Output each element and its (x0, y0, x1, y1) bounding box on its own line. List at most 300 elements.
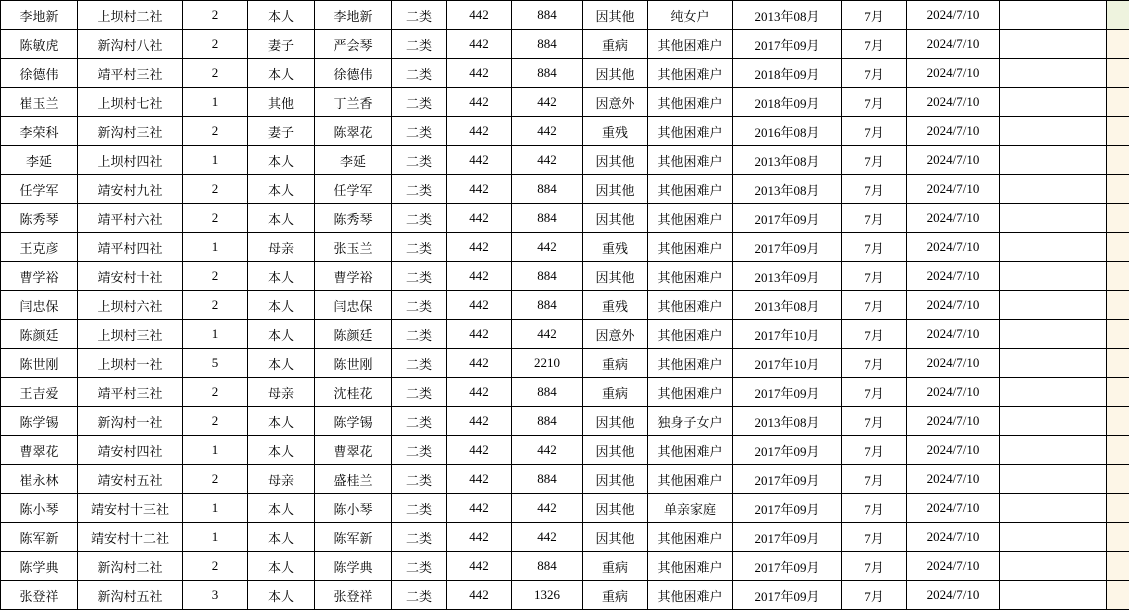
cell-person-count[interactable]: 1 (183, 233, 248, 262)
cell-householder[interactable]: 严会琴 (315, 30, 392, 59)
cell-address[interactable]: 靖平村三社 (78, 378, 183, 407)
cell-approval-date[interactable]: 2017年09月 (733, 378, 842, 407)
cell-reason[interactable]: 重病 (583, 30, 648, 59)
table-row[interactable] (1, 117, 1129, 146)
cell-amount[interactable]: 442 (512, 88, 583, 117)
cell-note[interactable] (1000, 320, 1107, 349)
cell-amount[interactable]: 442 (512, 494, 583, 523)
cell-name[interactable]: 陈世刚 (1, 349, 78, 378)
cell-note[interactable] (1000, 30, 1107, 59)
cell-approval-date[interactable]: 2017年09月 (733, 30, 842, 59)
cell-householder[interactable]: 陈翠花 (315, 117, 392, 146)
cell-family-type[interactable]: 其他困难户 (648, 175, 733, 204)
cell-name[interactable]: 崔永林 (1, 465, 78, 494)
cell-householder[interactable]: 陈军新 (315, 523, 392, 552)
cell-approval-date[interactable]: 2013年08月 (733, 291, 842, 320)
cell-family-type[interactable]: 其他困难户 (648, 88, 733, 117)
cell-householder[interactable]: 陈秀琴 (315, 204, 392, 233)
cell-extra[interactable] (1107, 262, 1129, 291)
cell-extra[interactable] (1107, 523, 1129, 552)
cell-person-count[interactable]: 2 (183, 465, 248, 494)
cell-address[interactable]: 上坝村一社 (78, 349, 183, 378)
cell-category[interactable]: 二类 (392, 523, 447, 552)
cell-amount[interactable]: 884 (512, 262, 583, 291)
cell-amount[interactable]: 442 (512, 320, 583, 349)
cell-extra[interactable] (1107, 494, 1129, 523)
cell-category[interactable]: 二类 (392, 262, 447, 291)
cell-amount[interactable]: 1326 (512, 581, 583, 610)
cell-month[interactable]: 7月 (842, 1, 907, 30)
cell-approval-date[interactable]: 2017年09月 (733, 204, 842, 233)
cell-amount[interactable]: 884 (512, 30, 583, 59)
cell-address[interactable]: 上坝村三社 (78, 320, 183, 349)
cell-extra[interactable] (1107, 378, 1129, 407)
cell-extra[interactable] (1107, 407, 1129, 436)
cell-month[interactable]: 7月 (842, 407, 907, 436)
cell-name[interactable]: 陈学典 (1, 552, 78, 581)
cell-standard[interactable]: 442 (447, 378, 512, 407)
cell-category[interactable]: 二类 (392, 436, 447, 465)
cell-person-count[interactable]: 2 (183, 262, 248, 291)
cell-issue-date[interactable]: 2024/7/10 (907, 320, 1000, 349)
table-row[interactable] (1, 146, 1129, 175)
cell-standard[interactable]: 442 (447, 552, 512, 581)
cell-address[interactable]: 新沟村一社 (78, 407, 183, 436)
cell-person-count[interactable]: 3 (183, 581, 248, 610)
cell-relation[interactable]: 本人 (248, 436, 315, 465)
cell-issue-date[interactable]: 2024/7/10 (907, 204, 1000, 233)
cell-issue-date[interactable]: 2024/7/10 (907, 146, 1000, 175)
cell-note[interactable] (1000, 494, 1107, 523)
cell-amount[interactable]: 884 (512, 291, 583, 320)
cell-issue-date[interactable]: 2024/7/10 (907, 407, 1000, 436)
cell-reason[interactable]: 因其他 (583, 465, 648, 494)
cell-issue-date[interactable]: 2024/7/10 (907, 175, 1000, 204)
cell-category[interactable]: 二类 (392, 320, 447, 349)
cell-person-count[interactable]: 2 (183, 117, 248, 146)
cell-standard[interactable]: 442 (447, 320, 512, 349)
table-row[interactable] (1, 465, 1129, 494)
cell-householder[interactable]: 张玉兰 (315, 233, 392, 262)
cell-relation[interactable]: 本人 (248, 291, 315, 320)
cell-category[interactable]: 二类 (392, 581, 447, 610)
cell-standard[interactable]: 442 (447, 349, 512, 378)
cell-family-type[interactable]: 其他困难户 (648, 523, 733, 552)
cell-reason[interactable]: 因意外 (583, 88, 648, 117)
cell-name[interactable]: 陈敏虎 (1, 30, 78, 59)
cell-householder[interactable]: 盛桂兰 (315, 465, 392, 494)
cell-address[interactable]: 上坝村四社 (78, 146, 183, 175)
cell-issue-date[interactable]: 2024/7/10 (907, 581, 1000, 610)
cell-reason[interactable]: 因其他 (583, 407, 648, 436)
cell-note[interactable] (1000, 204, 1107, 233)
cell-reason[interactable]: 重病 (583, 581, 648, 610)
cell-month[interactable]: 7月 (842, 494, 907, 523)
cell-standard[interactable]: 442 (447, 291, 512, 320)
cell-note[interactable] (1000, 291, 1107, 320)
table-row[interactable] (1, 1, 1129, 30)
cell-relation[interactable]: 本人 (248, 146, 315, 175)
cell-householder[interactable]: 陈世刚 (315, 349, 392, 378)
cell-householder[interactable]: 曹翠花 (315, 436, 392, 465)
cell-family-type[interactable]: 其他困难户 (648, 30, 733, 59)
cell-month[interactable]: 7月 (842, 320, 907, 349)
cell-month[interactable]: 7月 (842, 581, 907, 610)
cell-issue-date[interactable]: 2024/7/10 (907, 552, 1000, 581)
cell-note[interactable] (1000, 59, 1107, 88)
cell-approval-date[interactable]: 2017年09月 (733, 494, 842, 523)
cell-reason[interactable]: 因意外 (583, 320, 648, 349)
cell-approval-date[interactable]: 2017年10月 (733, 349, 842, 378)
cell-month[interactable]: 7月 (842, 233, 907, 262)
cell-reason[interactable]: 重病 (583, 552, 648, 581)
cell-amount[interactable]: 884 (512, 175, 583, 204)
cell-month[interactable]: 7月 (842, 436, 907, 465)
cell-amount[interactable]: 2210 (512, 349, 583, 378)
cell-person-count[interactable]: 1 (183, 494, 248, 523)
cell-category[interactable]: 二类 (392, 59, 447, 88)
cell-relation[interactable]: 本人 (248, 320, 315, 349)
table-row[interactable] (1, 523, 1129, 552)
cell-issue-date[interactable]: 2024/7/10 (907, 117, 1000, 146)
table-row[interactable] (1, 233, 1129, 262)
cell-standard[interactable]: 442 (447, 175, 512, 204)
cell-note[interactable] (1000, 436, 1107, 465)
table-row[interactable] (1, 320, 1129, 349)
cell-month[interactable]: 7月 (842, 146, 907, 175)
cell-amount[interactable]: 884 (512, 465, 583, 494)
cell-standard[interactable]: 442 (447, 88, 512, 117)
cell-relation[interactable]: 妻子 (248, 117, 315, 146)
cell-householder[interactable]: 陈颜廷 (315, 320, 392, 349)
cell-relation[interactable]: 本人 (248, 523, 315, 552)
cell-category[interactable]: 二类 (392, 407, 447, 436)
cell-amount[interactable]: 442 (512, 436, 583, 465)
cell-relation[interactable]: 其他 (248, 88, 315, 117)
cell-relation[interactable]: 母亲 (248, 465, 315, 494)
table-row[interactable] (1, 175, 1129, 204)
cell-reason[interactable]: 因其他 (583, 523, 648, 552)
cell-reason[interactable]: 因其他 (583, 175, 648, 204)
cell-standard[interactable]: 442 (447, 117, 512, 146)
cell-issue-date[interactable]: 2024/7/10 (907, 30, 1000, 59)
cell-relation[interactable]: 本人 (248, 204, 315, 233)
cell-approval-date[interactable]: 2017年09月 (733, 233, 842, 262)
table-row[interactable] (1, 204, 1129, 233)
cell-relation[interactable]: 本人 (248, 349, 315, 378)
cell-family-type[interactable]: 其他困难户 (648, 349, 733, 378)
cell-name[interactable]: 李延 (1, 146, 78, 175)
cell-category[interactable]: 二类 (392, 146, 447, 175)
cell-issue-date[interactable]: 2024/7/10 (907, 233, 1000, 262)
cell-standard[interactable]: 442 (447, 407, 512, 436)
cell-approval-date[interactable]: 2013年08月 (733, 146, 842, 175)
cell-extra[interactable] (1107, 204, 1129, 233)
cell-extra[interactable] (1107, 349, 1129, 378)
cell-relation[interactable]: 母亲 (248, 233, 315, 262)
cell-category[interactable]: 二类 (392, 465, 447, 494)
cell-approval-date[interactable]: 2017年09月 (733, 465, 842, 494)
cell-family-type[interactable]: 其他困难户 (648, 117, 733, 146)
table-row[interactable] (1, 436, 1129, 465)
cell-name[interactable]: 陈小琴 (1, 494, 78, 523)
cell-note[interactable] (1000, 349, 1107, 378)
table-row[interactable] (1, 88, 1129, 117)
cell-month[interactable]: 7月 (842, 262, 907, 291)
cell-name[interactable]: 曹翠花 (1, 436, 78, 465)
cell-issue-date[interactable]: 2024/7/10 (907, 494, 1000, 523)
cell-family-type[interactable]: 其他困难户 (648, 146, 733, 175)
cell-family-type[interactable]: 其他困难户 (648, 436, 733, 465)
cell-person-count[interactable]: 1 (183, 88, 248, 117)
cell-reason[interactable]: 重病 (583, 378, 648, 407)
cell-extra[interactable] (1107, 320, 1129, 349)
cell-month[interactable]: 7月 (842, 88, 907, 117)
cell-address[interactable]: 靖平村三社 (78, 59, 183, 88)
cell-extra[interactable] (1107, 552, 1129, 581)
table-row[interactable] (1, 581, 1129, 610)
cell-category[interactable]: 二类 (392, 117, 447, 146)
table-row[interactable] (1, 30, 1129, 59)
cell-reason[interactable]: 因其他 (583, 146, 648, 175)
table-row[interactable] (1, 552, 1129, 581)
cell-category[interactable]: 二类 (392, 349, 447, 378)
cell-relation[interactable]: 本人 (248, 552, 315, 581)
cell-note[interactable] (1000, 1, 1107, 30)
cell-category[interactable]: 二类 (392, 204, 447, 233)
cell-amount[interactable]: 884 (512, 1, 583, 30)
cell-note[interactable] (1000, 407, 1107, 436)
cell-address[interactable]: 靖平村六社 (78, 204, 183, 233)
cell-person-count[interactable]: 2 (183, 378, 248, 407)
cell-name[interactable]: 闫忠保 (1, 291, 78, 320)
cell-note[interactable] (1000, 233, 1107, 262)
cell-issue-date[interactable]: 2024/7/10 (907, 349, 1000, 378)
cell-month[interactable]: 7月 (842, 349, 907, 378)
cell-issue-date[interactable]: 2024/7/10 (907, 88, 1000, 117)
cell-reason[interactable]: 重病 (583, 349, 648, 378)
cell-approval-date[interactable]: 2018年09月 (733, 59, 842, 88)
cell-standard[interactable]: 442 (447, 146, 512, 175)
cell-category[interactable]: 二类 (392, 30, 447, 59)
cell-address[interactable]: 靖安村十二社 (78, 523, 183, 552)
cell-family-type[interactable]: 其他困难户 (648, 581, 733, 610)
cell-householder[interactable]: 任学军 (315, 175, 392, 204)
cell-name[interactable]: 王吉爱 (1, 378, 78, 407)
cell-address[interactable]: 靖安村十三社 (78, 494, 183, 523)
cell-person-count[interactable]: 1 (183, 436, 248, 465)
cell-reason[interactable]: 因其他 (583, 1, 648, 30)
table-row[interactable] (1, 378, 1129, 407)
cell-amount[interactable]: 884 (512, 204, 583, 233)
cell-relation[interactable]: 母亲 (248, 378, 315, 407)
cell-month[interactable]: 7月 (842, 378, 907, 407)
cell-issue-date[interactable]: 2024/7/10 (907, 1, 1000, 30)
cell-standard[interactable]: 442 (447, 204, 512, 233)
cell-relation[interactable]: 本人 (248, 262, 315, 291)
cell-address[interactable]: 靖安村九社 (78, 175, 183, 204)
cell-name[interactable]: 陈颜廷 (1, 320, 78, 349)
cell-name[interactable]: 李荣科 (1, 117, 78, 146)
cell-standard[interactable]: 442 (447, 523, 512, 552)
cell-relation[interactable]: 本人 (248, 1, 315, 30)
cell-approval-date[interactable]: 2013年09月 (733, 262, 842, 291)
cell-householder[interactable]: 张登祥 (315, 581, 392, 610)
cell-note[interactable] (1000, 146, 1107, 175)
cell-issue-date[interactable]: 2024/7/10 (907, 262, 1000, 291)
cell-month[interactable]: 7月 (842, 552, 907, 581)
table-row[interactable] (1, 494, 1129, 523)
cell-name[interactable]: 陈学锡 (1, 407, 78, 436)
cell-amount[interactable]: 884 (512, 378, 583, 407)
cell-relation[interactable]: 本人 (248, 581, 315, 610)
cell-householder[interactable]: 陈学锡 (315, 407, 392, 436)
cell-standard[interactable]: 442 (447, 59, 512, 88)
cell-family-type[interactable]: 纯女户 (648, 1, 733, 30)
cell-extra[interactable] (1107, 59, 1129, 88)
cell-family-type[interactable]: 独身子女户 (648, 407, 733, 436)
cell-approval-date[interactable]: 2018年09月 (733, 88, 842, 117)
cell-person-count[interactable]: 2 (183, 291, 248, 320)
cell-approval-date[interactable]: 2017年09月 (733, 552, 842, 581)
cell-family-type[interactable]: 其他困难户 (648, 465, 733, 494)
cell-issue-date[interactable]: 2024/7/10 (907, 436, 1000, 465)
cell-month[interactable]: 7月 (842, 30, 907, 59)
cell-address[interactable]: 新沟村五社 (78, 581, 183, 610)
cell-month[interactable]: 7月 (842, 59, 907, 88)
table-row[interactable] (1, 291, 1129, 320)
cell-standard[interactable]: 442 (447, 233, 512, 262)
table-row[interactable] (1, 59, 1129, 88)
cell-month[interactable]: 7月 (842, 117, 907, 146)
cell-address[interactable]: 上坝村六社 (78, 291, 183, 320)
cell-person-count[interactable]: 2 (183, 1, 248, 30)
cell-approval-date[interactable]: 2017年09月 (733, 581, 842, 610)
table-row[interactable] (1, 407, 1129, 436)
cell-family-type[interactable]: 其他困难户 (648, 291, 733, 320)
cell-extra[interactable] (1107, 233, 1129, 262)
cell-family-type[interactable]: 其他困难户 (648, 59, 733, 88)
cell-approval-date[interactable]: 2017年09月 (733, 436, 842, 465)
cell-address[interactable]: 新沟村八社 (78, 30, 183, 59)
cell-family-type[interactable]: 其他困难户 (648, 204, 733, 233)
cell-address[interactable]: 新沟村二社 (78, 552, 183, 581)
cell-extra[interactable] (1107, 465, 1129, 494)
cell-householder[interactable]: 陈小琴 (315, 494, 392, 523)
cell-address[interactable]: 靖平村四社 (78, 233, 183, 262)
cell-householder[interactable]: 曹学裕 (315, 262, 392, 291)
cell-person-count[interactable]: 2 (183, 204, 248, 233)
cell-relation[interactable]: 妻子 (248, 30, 315, 59)
cell-issue-date[interactable]: 2024/7/10 (907, 59, 1000, 88)
cell-householder[interactable]: 李地新 (315, 1, 392, 30)
cell-standard[interactable]: 442 (447, 262, 512, 291)
cell-issue-date[interactable]: 2024/7/10 (907, 523, 1000, 552)
cell-category[interactable]: 二类 (392, 175, 447, 204)
cell-name[interactable]: 陈秀琴 (1, 204, 78, 233)
cell-category[interactable]: 二类 (392, 378, 447, 407)
cell-family-type[interactable]: 单亲家庭 (648, 494, 733, 523)
cell-note[interactable] (1000, 581, 1107, 610)
cell-amount[interactable]: 442 (512, 523, 583, 552)
cell-address[interactable]: 新沟村三社 (78, 117, 183, 146)
cell-person-count[interactable]: 2 (183, 552, 248, 581)
cell-name[interactable]: 曹学裕 (1, 262, 78, 291)
cell-extra[interactable] (1107, 436, 1129, 465)
cell-note[interactable] (1000, 552, 1107, 581)
cell-family-type[interactable]: 其他困难户 (648, 320, 733, 349)
cell-householder[interactable]: 丁兰香 (315, 88, 392, 117)
cell-month[interactable]: 7月 (842, 291, 907, 320)
cell-person-count[interactable]: 2 (183, 175, 248, 204)
cell-extra[interactable] (1107, 146, 1129, 175)
cell-category[interactable]: 二类 (392, 88, 447, 117)
cell-standard[interactable]: 442 (447, 465, 512, 494)
cell-note[interactable] (1000, 262, 1107, 291)
cell-reason[interactable]: 因其他 (583, 436, 648, 465)
cell-extra[interactable] (1107, 30, 1129, 59)
cell-approval-date[interactable]: 2013年08月 (733, 407, 842, 436)
cell-name[interactable]: 王克彦 (1, 233, 78, 262)
cell-name[interactable]: 李地新 (1, 1, 78, 30)
cell-amount[interactable]: 884 (512, 59, 583, 88)
cell-householder[interactable]: 徐德伟 (315, 59, 392, 88)
cell-person-count[interactable]: 2 (183, 59, 248, 88)
cell-person-count[interactable]: 2 (183, 30, 248, 59)
cell-note[interactable] (1000, 378, 1107, 407)
cell-person-count[interactable]: 1 (183, 320, 248, 349)
cell-amount[interactable]: 884 (512, 552, 583, 581)
cell-category[interactable]: 二类 (392, 291, 447, 320)
cell-family-type[interactable]: 其他困难户 (648, 552, 733, 581)
cell-category[interactable]: 二类 (392, 552, 447, 581)
cell-reason[interactable]: 因其他 (583, 494, 648, 523)
cell-name[interactable]: 张登祥 (1, 581, 78, 610)
cell-category[interactable]: 二类 (392, 233, 447, 262)
cell-reason[interactable]: 重残 (583, 291, 648, 320)
cell-person-count[interactable]: 1 (183, 523, 248, 552)
cell-standard[interactable]: 442 (447, 30, 512, 59)
cell-issue-date[interactable]: 2024/7/10 (907, 465, 1000, 494)
cell-approval-date[interactable]: 2016年08月 (733, 117, 842, 146)
cell-person-count[interactable]: 1 (183, 146, 248, 175)
cell-note[interactable] (1000, 523, 1107, 552)
cell-note[interactable] (1000, 117, 1107, 146)
cell-note[interactable] (1000, 88, 1107, 117)
cell-approval-date[interactable]: 2017年09月 (733, 523, 842, 552)
cell-extra[interactable] (1107, 117, 1129, 146)
cell-standard[interactable]: 442 (447, 494, 512, 523)
cell-extra[interactable] (1107, 88, 1129, 117)
cell-address[interactable]: 靖安村十社 (78, 262, 183, 291)
cell-reason[interactable]: 重残 (583, 117, 648, 146)
cell-amount[interactable]: 442 (512, 146, 583, 175)
cell-standard[interactable]: 442 (447, 1, 512, 30)
cell-relation[interactable]: 本人 (248, 59, 315, 88)
cell-name[interactable]: 陈军新 (1, 523, 78, 552)
cell-standard[interactable]: 442 (447, 436, 512, 465)
cell-issue-date[interactable]: 2024/7/10 (907, 378, 1000, 407)
table-row[interactable] (1, 349, 1129, 378)
cell-name[interactable]: 任学军 (1, 175, 78, 204)
cell-person-count[interactable]: 2 (183, 407, 248, 436)
cell-householder[interactable]: 闫忠保 (315, 291, 392, 320)
cell-note[interactable] (1000, 175, 1107, 204)
cell-reason[interactable]: 因其他 (583, 204, 648, 233)
cell-name[interactable]: 徐德伟 (1, 59, 78, 88)
cell-category[interactable]: 二类 (392, 494, 447, 523)
cell-householder[interactable]: 沈桂花 (315, 378, 392, 407)
